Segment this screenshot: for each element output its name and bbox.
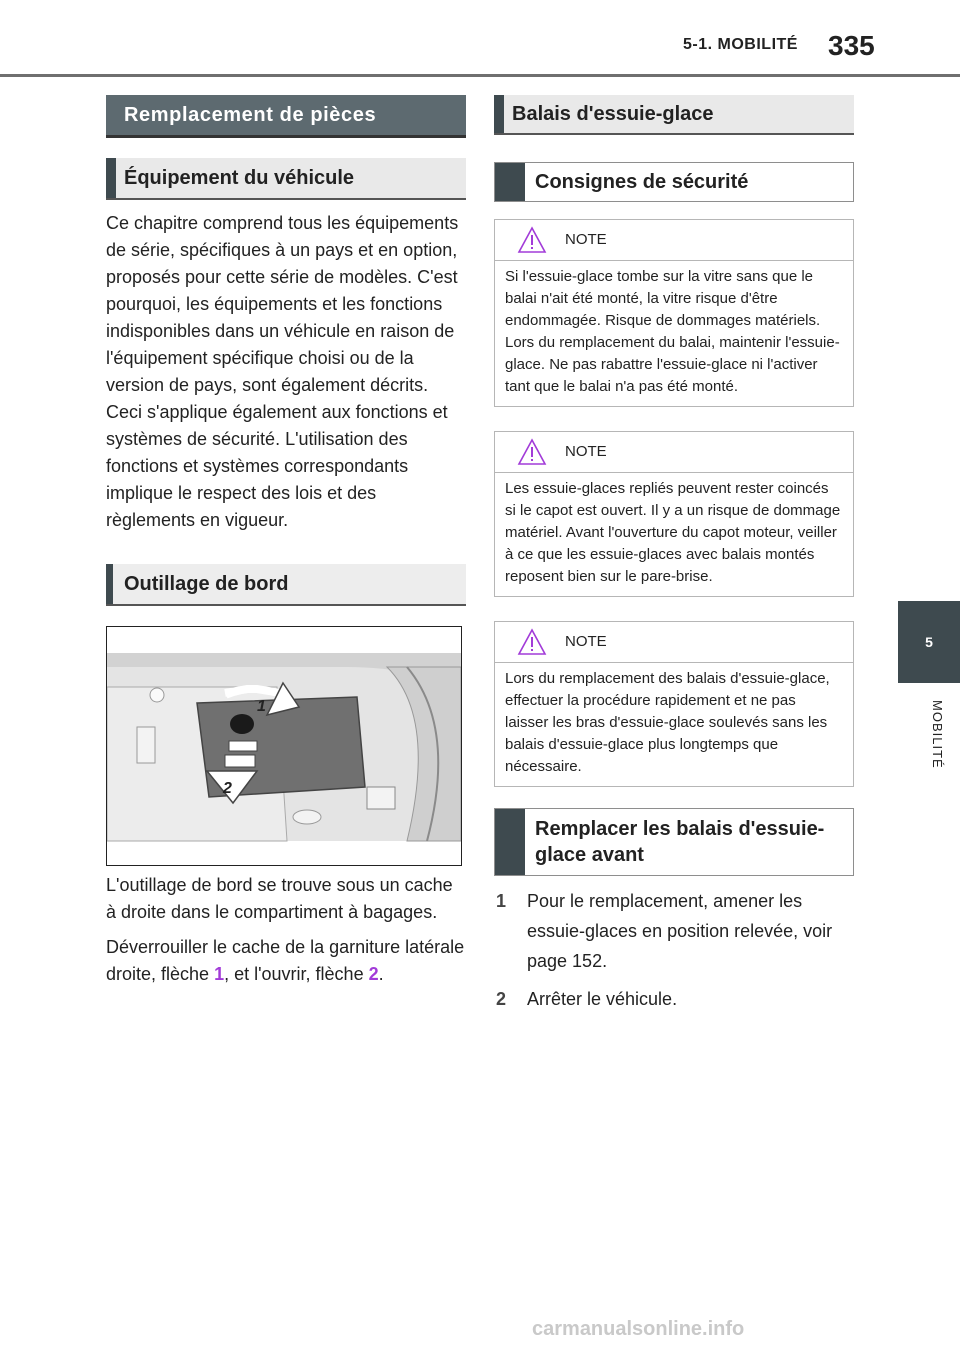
arrow-ref-1: 1 bbox=[214, 964, 225, 984]
svg-text:2: 2 bbox=[223, 780, 232, 797]
warning-icon bbox=[517, 226, 547, 254]
note-header bbox=[495, 622, 853, 663]
note-box-3 bbox=[494, 621, 854, 787]
equipement-paragraph: Ce chapitre comprend tous les équipements de série, spécifiques à un pays et en option, proposés pour cette série de modèles. C'est pourquoi, les équipements et les fonctions indisponibles dans un véhicule en raison de l'équipement spécifique choisi ou de la version de pays, sont également décrits. Ceci s'applique également aux fonctions et systèmes de sécurité. L'utilisation des fonctions et systèmes correspondants implique le respect des lois et des règlements en vigueur. bbox=[106, 213, 459, 530]
note-header bbox=[495, 220, 853, 261]
text-fragment: Déverrouiller le cache de la garniture latérale droite, flèche bbox=[106, 937, 465, 984]
note-box-1 bbox=[494, 219, 854, 407]
subsection-title-remplacer: Remplacer les balais d'essuie-glace avant bbox=[494, 808, 854, 876]
trunk-figure bbox=[106, 626, 462, 866]
note-text: Si l'essuie-glace tombe sur la vitre sans que le balai n'ait été monté, la vitre risque d'être endommagée. Risque de dommages matériels. Lors du remplacement du balai, maintenir l'essuie-glace. Ne pas rabattre l'essuie-glace ni l'activer tant que le balai n'a pas été monté. bbox=[505, 268, 840, 395]
svg-text:1: 1 bbox=[257, 698, 266, 715]
subsection-title-consignes: Consignes de sécurité bbox=[494, 162, 854, 202]
note-header bbox=[495, 432, 853, 473]
note-label: NOTE bbox=[565, 231, 607, 248]
step-2 bbox=[494, 984, 854, 1014]
note-text: Les essuie-glaces repliés peuvent rester coincés si le capot est ouvert. Il y a un risque de dommage matériel. Avant l'ouverture du capot moteur, veiller à ce que les essuie-glaces avec balais montés reposent bien sur le pare-brise. bbox=[505, 480, 841, 585]
warning-icon bbox=[517, 438, 547, 466]
chapter-label: MOBILITÉ bbox=[930, 700, 945, 769]
section-title-remplacement: Remplacement de pièces bbox=[106, 95, 466, 138]
header-rule bbox=[0, 74, 960, 77]
note-label: NOTE bbox=[565, 633, 607, 650]
page-number: 335 bbox=[828, 30, 875, 61]
step-1 bbox=[494, 886, 854, 976]
text-fragment: . bbox=[378, 964, 384, 984]
text-fragment: , et l'ouvrir, flèche bbox=[224, 964, 369, 984]
subsection-title-equipement: Équipement du véhicule bbox=[106, 158, 466, 200]
warning-icon bbox=[517, 628, 547, 656]
step-text: Arrêter le véhicule. bbox=[527, 989, 678, 1009]
step-text: Pour le remplacement, amener les essuie-glaces en position relevée, voir page 152. bbox=[527, 891, 833, 971]
left-column bbox=[106, 95, 466, 988]
section-title-balais: Balais d'essuie-glace bbox=[494, 95, 854, 135]
arrow-ref-2: 2 bbox=[368, 964, 379, 984]
note-text: Lors du remplacement des balais d'essuie-glace, effectuer la procédure rapidement et ne pas laisser les bras d'essuie-glace soulevés sans les balais d'essuie-glace plus longtemps que nécessaire. bbox=[505, 670, 830, 775]
note-box-2 bbox=[494, 431, 854, 597]
watermark: carmanualsonline.info bbox=[532, 1318, 745, 1340]
chapter-tab[interactable]: 5 bbox=[898, 601, 960, 683]
subsection-title-outillage: Outillage de bord bbox=[106, 564, 466, 606]
step-number: 1 bbox=[496, 891, 507, 911]
step-number: 2 bbox=[496, 989, 507, 1009]
outillage-paragraph-1: L'outillage de bord se trouve sous un cache à droite dans le compartiment à bagages. bbox=[106, 875, 453, 922]
note-label: NOTE bbox=[565, 443, 607, 460]
right-column bbox=[494, 95, 854, 1014]
section-label: 5-1. MOBILITÉ bbox=[683, 36, 798, 53]
trunk-illustration bbox=[107, 627, 461, 865]
outillage-paragraph-2 bbox=[106, 934, 466, 988]
